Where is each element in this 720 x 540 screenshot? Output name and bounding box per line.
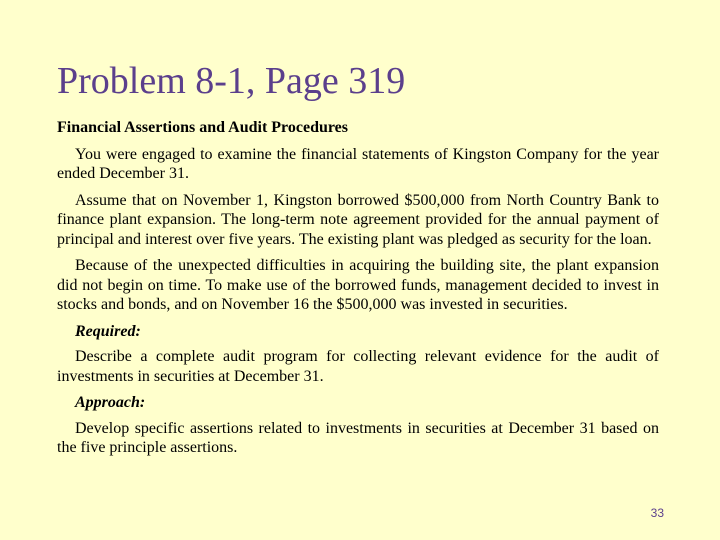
paragraph-engagement: You were engaged to examine the financial statements of Kingston Company for the year ended December 31. xyxy=(57,145,659,182)
slide-title: Problem 8-1, Page 319 xyxy=(57,60,406,102)
slide-body xyxy=(57,118,659,465)
paragraph-investment: Because of the unexpected difficulties in acquiring the building site, the plant expansion did not begin on time. To make use of the borrowed funds, management decided to invest in stocks and bonds, and on November 16 the $500,000 was invested in securities. xyxy=(57,257,659,313)
approach-label: Approach: xyxy=(75,394,146,411)
section-heading: Financial Assertions and Audit Procedures xyxy=(57,119,348,136)
required-text: Describe a complete audit program for collecting relevant evidence for the audit of investments in securities at December 31. xyxy=(57,348,659,385)
page-number: 33 xyxy=(650,506,664,520)
approach-text: Develop specific assertions related to investments in securities at December 31 based on the five principle assertions. xyxy=(57,419,659,456)
paragraph-loan: Assume that on November 1, Kingston borrowed $500,000 from North Country Bank to finance plant expansion. The long-term note agreement provided for the annual payment of principal and interest over five years. The existing plant was pledged as security for the loan. xyxy=(57,191,659,248)
required-label: Required: xyxy=(75,322,141,340)
